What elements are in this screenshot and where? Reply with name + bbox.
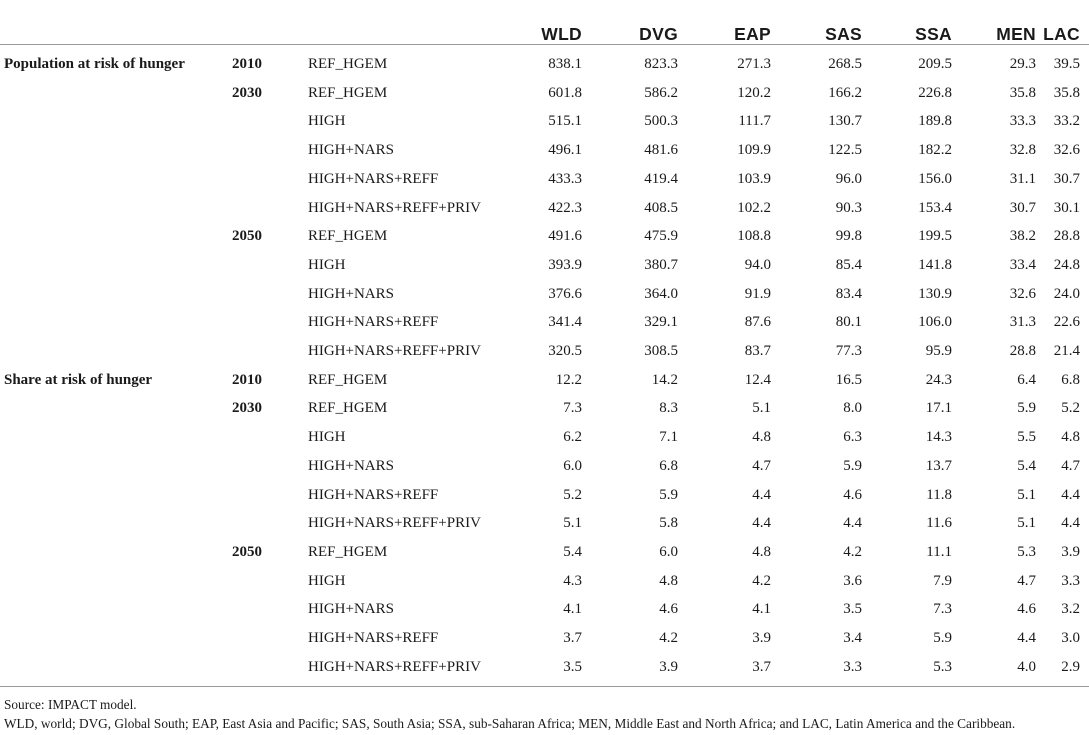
- cell-lac: 4.8: [1061, 429, 1080, 446]
- cell-dvg: 8.3: [659, 400, 678, 417]
- scenario-label: HIGH+NARS+REFF: [308, 630, 439, 646]
- cell-ssa: 24.3: [925, 371, 952, 388]
- cell-lac: 4.7: [1061, 457, 1080, 474]
- cell-wld: 4.3: [563, 572, 582, 589]
- cell-lac: 22.6: [1053, 314, 1080, 331]
- cell-sas: 130.7: [828, 113, 862, 130]
- cell-ssa: 7.3: [933, 601, 952, 618]
- cell-eap: 4.1: [752, 601, 771, 618]
- table-row: [0, 226, 1089, 254]
- cell-eap: 111.7: [738, 113, 771, 130]
- cell-lac: 6.8: [1061, 371, 1080, 388]
- cell-dvg: 308.5: [644, 343, 678, 359]
- table-row: [0, 427, 1089, 455]
- section-title: Population at risk of hunger: [4, 56, 185, 72]
- scenario-label: REF_HGEM: [308, 371, 388, 388]
- cell-eap: 102.2: [737, 199, 771, 216]
- cell-men: 6.4: [1017, 371, 1036, 388]
- cell-lac: 30.1: [1053, 199, 1080, 216]
- cell-dvg: 329.1: [644, 314, 678, 331]
- cell-wld: 341.4: [548, 314, 582, 331]
- cell-lac: 24.0: [1053, 285, 1080, 302]
- table-row: [0, 54, 1089, 82]
- cell-dvg: 380.7: [644, 256, 678, 273]
- cell-sas: 3.3: [843, 658, 862, 675]
- cell-dvg: 475.9: [644, 228, 678, 245]
- cell-wld: 3.5: [563, 658, 582, 675]
- cell-eap: 4.8: [752, 543, 771, 560]
- cell-ssa: 11.8: [926, 486, 952, 503]
- year-label: 2050: [232, 228, 262, 245]
- cell-men: 5.3: [1017, 543, 1036, 560]
- scenario-label: HIGH+NARS: [308, 285, 394, 302]
- cell-wld: 12.2: [555, 371, 582, 388]
- cell-men: 38.2: [1009, 228, 1036, 245]
- cell-ssa: 17.1: [925, 400, 952, 417]
- cell-dvg: 823.3: [644, 56, 678, 72]
- cell-wld: 3.7: [563, 630, 582, 646]
- cell-lac: 33.2: [1053, 113, 1080, 130]
- cell-ssa: 226.8: [918, 84, 952, 101]
- table-row: [0, 599, 1089, 627]
- cell-dvg: 4.2: [659, 630, 678, 646]
- cell-wld: 433.3: [548, 170, 582, 187]
- column-header-ssa: SSA: [915, 24, 952, 44]
- cell-men: 4.6: [1017, 601, 1036, 618]
- cell-eap: 4.7: [752, 457, 771, 474]
- cell-sas: 6.3: [843, 429, 862, 446]
- column-header-sas: SAS: [825, 24, 862, 44]
- cell-sas: 16.5: [835, 371, 862, 388]
- cell-men: 30.7: [1009, 199, 1036, 216]
- scenario-label: HIGH+NARS+REFF+PRIV: [308, 343, 481, 359]
- scenario-label: HIGH: [308, 256, 346, 273]
- cell-men: 4.7: [1017, 572, 1036, 589]
- cell-men: 32.6: [1009, 285, 1036, 302]
- scenario-label: HIGH: [308, 113, 346, 130]
- table-row: [0, 169, 1089, 197]
- cell-dvg: 5.8: [659, 515, 678, 532]
- cell-eap: 5.1: [752, 400, 771, 417]
- cell-eap: 120.2: [737, 84, 771, 101]
- cell-ssa: 14.3: [925, 429, 952, 446]
- cell-dvg: 6.0: [659, 543, 678, 560]
- table-row: [0, 111, 1089, 139]
- cell-dvg: 408.5: [644, 199, 678, 216]
- cell-men: 31.1: [1009, 170, 1036, 187]
- cell-ssa: 11.6: [926, 515, 952, 532]
- cell-ssa: 141.8: [918, 256, 952, 273]
- cell-ssa: 153.4: [918, 199, 952, 216]
- cell-lac: 24.8: [1053, 256, 1080, 273]
- cell-sas: 83.4: [835, 285, 862, 302]
- cell-men: 31.3: [1009, 314, 1036, 331]
- table-row: [0, 370, 1089, 398]
- cell-ssa: 7.9: [933, 572, 952, 589]
- cell-sas: 5.9: [843, 457, 862, 474]
- cell-eap: 3.7: [752, 658, 771, 675]
- scenario-label: HIGH+NARS: [308, 601, 394, 618]
- cell-men: 5.9: [1017, 400, 1036, 417]
- cell-dvg: 481.6: [644, 142, 678, 159]
- cell-men: 5.4: [1017, 457, 1036, 474]
- cell-eap: 94.0: [744, 256, 771, 273]
- table-row: [0, 312, 1089, 340]
- scenario-label: HIGH+NARS: [308, 142, 394, 159]
- cell-wld: 422.3: [548, 199, 582, 216]
- cell-sas: 166.2: [828, 84, 862, 101]
- cell-eap: 4.8: [752, 429, 771, 446]
- cell-lac: 3.9: [1061, 543, 1080, 560]
- cell-lac: 39.5: [1053, 56, 1080, 72]
- cell-lac: 21.4: [1053, 343, 1080, 359]
- cell-dvg: 14.2: [651, 371, 678, 388]
- cell-wld: 6.2: [563, 429, 582, 446]
- cell-dvg: 419.4: [644, 170, 678, 187]
- cell-sas: 3.5: [843, 601, 862, 618]
- cell-men: 5.1: [1017, 486, 1036, 503]
- cell-men: 32.8: [1009, 142, 1036, 159]
- cell-sas: 8.0: [843, 400, 862, 417]
- cell-eap: 3.9: [752, 630, 771, 646]
- cell-lac: 2.9: [1061, 658, 1080, 675]
- cell-ssa: 106.0: [918, 314, 952, 331]
- cell-ssa: 5.9: [933, 630, 952, 646]
- column-header-dvg: DVG: [639, 24, 678, 44]
- cell-sas: 4.6: [843, 486, 862, 503]
- cell-wld: 393.9: [548, 256, 582, 273]
- cell-ssa: 156.0: [918, 170, 952, 187]
- scenario-label: HIGH+NARS+REFF: [308, 170, 439, 187]
- column-header-men: MEN: [996, 24, 1036, 44]
- cell-men: 5.5: [1017, 429, 1036, 446]
- cell-sas: 268.5: [828, 56, 862, 72]
- cell-ssa: 209.5: [918, 56, 952, 72]
- table-row: [0, 542, 1089, 570]
- cell-ssa: 11.1: [926, 543, 952, 560]
- cell-ssa: 182.2: [918, 142, 952, 159]
- scenario-label: REF_HGEM: [308, 400, 388, 417]
- cell-lac: 3.2: [1061, 601, 1080, 618]
- cell-ssa: 95.9: [925, 343, 952, 359]
- cell-sas: 4.4: [843, 515, 862, 532]
- cell-sas: 90.3: [835, 199, 862, 216]
- scenario-label: REF_HGEM: [308, 84, 388, 101]
- cell-eap: 91.9: [744, 285, 771, 302]
- cell-dvg: 500.3: [644, 113, 678, 130]
- cell-sas: 4.2: [843, 543, 862, 560]
- cell-dvg: 586.2: [644, 84, 678, 101]
- cell-wld: 376.6: [548, 285, 582, 302]
- cell-wld: 5.4: [563, 543, 582, 560]
- cell-sas: 96.0: [835, 170, 862, 187]
- cell-eap: 12.4: [744, 371, 771, 388]
- scenario-label: HIGH+NARS: [308, 457, 394, 474]
- scenario-label: REF_HGEM: [308, 228, 388, 245]
- cell-wld: 320.5: [548, 343, 582, 359]
- cell-ssa: 189.8: [918, 113, 952, 130]
- table-row: [0, 657, 1089, 685]
- cell-lac: 5.2: [1061, 400, 1080, 417]
- table-row: [0, 571, 1089, 599]
- cell-dvg: 4.8: [659, 572, 678, 589]
- cell-men: 5.1: [1017, 515, 1036, 532]
- column-header-lac: LAC: [1043, 24, 1080, 44]
- table-row: [0, 255, 1089, 283]
- cell-sas: 3.6: [843, 572, 862, 589]
- scenario-label: HIGH+NARS+REFF: [308, 314, 439, 331]
- cell-wld: 515.1: [548, 113, 582, 130]
- abbreviation-note: WLD, world; DVG, Global South; EAP, East Asia and Pacific; SAS, South Asia; SSA, sub-Saharan Africa; MEN, Middle East and North Africa; and LAC, Latin America and the Caribbean.: [4, 716, 1016, 731]
- cell-eap: 103.9: [737, 170, 771, 187]
- cell-lac: 30.7: [1053, 170, 1080, 187]
- cell-eap: 87.6: [744, 314, 771, 331]
- cell-eap: 4.4: [752, 515, 771, 532]
- cell-wld: 7.3: [563, 400, 582, 417]
- cell-men: 35.8: [1009, 84, 1036, 101]
- table-row: [0, 140, 1089, 168]
- cell-lac: 3.3: [1061, 572, 1080, 589]
- cell-wld: 5.2: [563, 486, 582, 503]
- cell-dvg: 7.1: [659, 429, 678, 446]
- cell-lac: 4.4: [1061, 486, 1080, 503]
- cell-sas: 3.4: [843, 630, 862, 646]
- cell-dvg: 6.8: [659, 457, 678, 474]
- scenario-label: HIGH: [308, 572, 346, 589]
- cell-lac: 28.8: [1053, 228, 1080, 245]
- cell-wld: 838.1: [548, 56, 582, 72]
- cell-men: 4.4: [1017, 630, 1036, 646]
- cell-wld: 5.1: [563, 515, 582, 532]
- cell-lac: 35.8: [1053, 84, 1080, 101]
- cell-men: 29.3: [1009, 56, 1036, 72]
- cell-eap: 108.8: [737, 228, 771, 245]
- scenario-label: REF_HGEM: [308, 56, 388, 72]
- section-title: Share at risk of hunger: [4, 371, 153, 388]
- year-label: 2010: [232, 371, 262, 388]
- year-label: 2010: [232, 56, 262, 72]
- year-label: 2030: [232, 84, 262, 101]
- cell-ssa: 199.5: [918, 228, 952, 245]
- cell-men: 33.3: [1009, 113, 1036, 130]
- cell-dvg: 3.9: [659, 658, 678, 675]
- cell-sas: 77.3: [835, 343, 862, 359]
- table-row: [0, 485, 1089, 513]
- cell-eap: 4.4: [752, 486, 771, 503]
- cell-ssa: 13.7: [925, 457, 952, 474]
- table-row: [0, 398, 1089, 426]
- cell-sas: 80.1: [835, 314, 862, 331]
- cell-wld: 6.0: [563, 457, 582, 474]
- column-header-eap: EAP: [734, 24, 771, 44]
- cell-sas: 99.8: [835, 228, 862, 245]
- cell-wld: 491.6: [548, 228, 582, 245]
- cell-wld: 4.1: [563, 601, 582, 618]
- cell-lac: 32.6: [1053, 142, 1080, 159]
- table-row: [0, 341, 1089, 369]
- cell-eap: 83.7: [744, 343, 771, 359]
- scenario-label: REF_HGEM: [308, 543, 388, 560]
- column-header-wld: WLD: [541, 24, 582, 44]
- scenario-label: HIGH+NARS+REFF+PRIV: [308, 199, 481, 216]
- scenario-label: HIGH+NARS+REFF: [308, 486, 439, 503]
- year-label: 2050: [232, 543, 262, 560]
- source-note: Source: IMPACT model.: [4, 697, 137, 712]
- year-label: 2030: [232, 400, 262, 417]
- table-row: [0, 284, 1089, 312]
- table-row: [0, 456, 1089, 484]
- table-row: [0, 83, 1089, 111]
- cell-eap: 4.2: [752, 572, 771, 589]
- cell-men: 4.0: [1017, 658, 1036, 675]
- cell-men: 28.8: [1009, 343, 1036, 359]
- cell-sas: 122.5: [828, 142, 862, 159]
- table-row: [0, 628, 1089, 656]
- table-row: [0, 198, 1089, 226]
- cell-eap: 109.9: [737, 142, 771, 159]
- cell-sas: 85.4: [835, 256, 862, 273]
- cell-dvg: 364.0: [644, 285, 678, 302]
- cell-wld: 601.8: [548, 84, 582, 101]
- cell-dvg: 5.9: [659, 486, 678, 503]
- cell-eap: 271.3: [737, 56, 771, 72]
- cell-men: 33.4: [1009, 256, 1036, 273]
- cell-ssa: 5.3: [933, 658, 952, 675]
- cell-dvg: 4.6: [659, 601, 678, 618]
- scenario-label: HIGH+NARS+REFF+PRIV: [308, 658, 481, 675]
- scenario-label: HIGH: [308, 429, 346, 446]
- cell-ssa: 130.9: [918, 285, 952, 302]
- scenario-label: HIGH+NARS+REFF+PRIV: [308, 515, 481, 532]
- footer-divider: [0, 686, 1089, 687]
- table-row: [0, 513, 1089, 541]
- cell-lac: 4.4: [1061, 515, 1080, 532]
- cell-lac: 3.0: [1061, 630, 1080, 646]
- cell-wld: 496.1: [548, 142, 582, 159]
